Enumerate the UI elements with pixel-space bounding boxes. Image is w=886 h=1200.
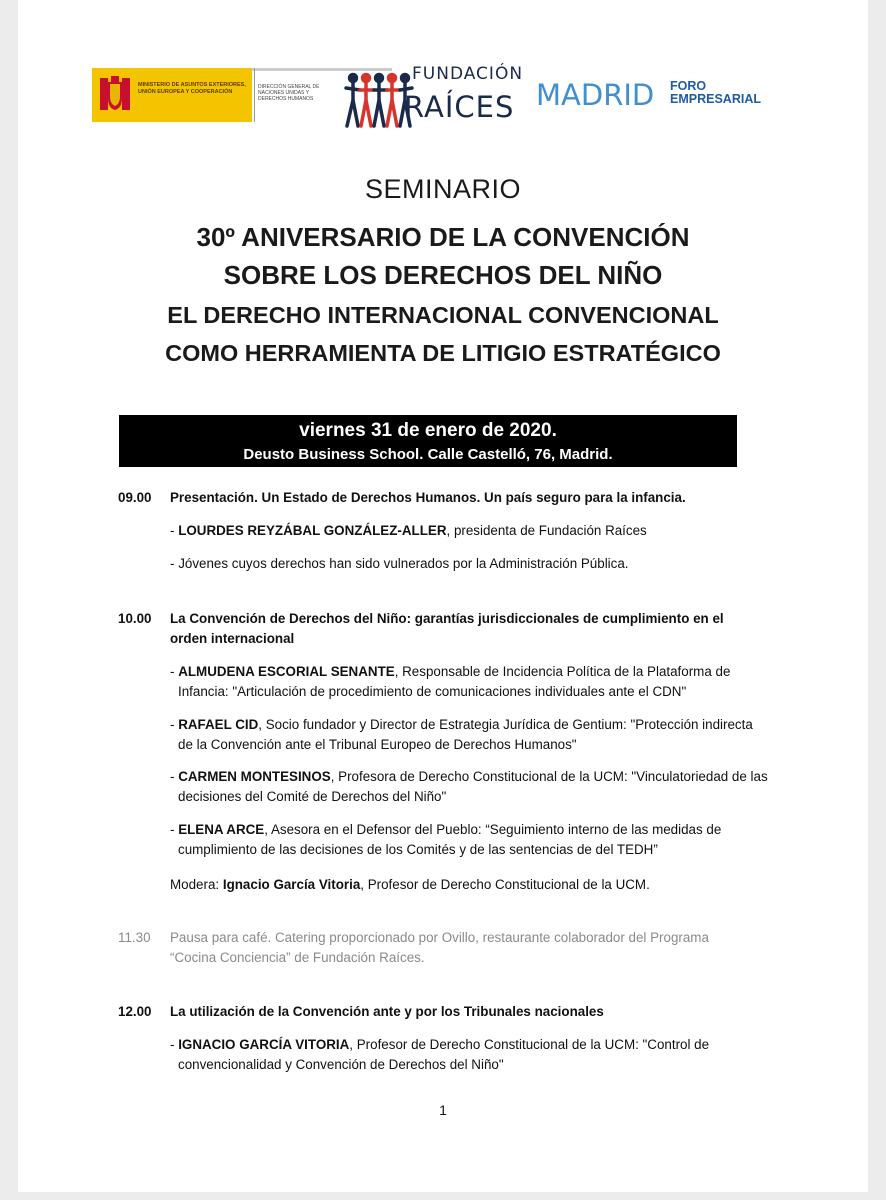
session-time: 12.00 [118, 1004, 152, 1019]
bullet-dash: - [170, 717, 179, 732]
title-line-2: SOBRE LOS DERECHOS DEL NIÑO [223, 260, 663, 290]
foro-label: FORO [670, 79, 707, 93]
speaker-text [170, 662, 770, 702]
moderator-entry [170, 875, 770, 895]
event-venue: Deusto Business School. Calle Castelló, 76, Madrid. [243, 446, 613, 463]
bullet-dash: - [170, 822, 179, 837]
speaker-name: IGNACIO GARCÍA VITORIA [178, 1037, 350, 1052]
empresarial-label: EMPRESARIAL [670, 92, 761, 106]
date-venue-banner [119, 415, 737, 467]
speaker-entry [170, 820, 770, 860]
ministry-name: MINISTERIO DE ASUNTOS EXTERIORES, UNIÓN EUROPEA Y COOPERACIÓN [138, 82, 246, 95]
session-title: Presentación. Un Estado de Derechos Humanos. Un país seguro para la infancia. [170, 490, 686, 505]
speaker-role: , Asesora en el Defensor del Pueblo: “Seguimiento interno de las medidas de cumplimiento de las decisiones de los Comités y de las sentencias de del TEDH” [178, 822, 722, 857]
ministry-logo [92, 68, 322, 122]
subtitle-line-1: EL DERECHO INTERNACIONAL CONVENCIONAL [167, 302, 719, 328]
speaker-entry [170, 767, 770, 807]
foro-empresarial-wordmark [670, 80, 761, 106]
speaker-name: RAFAEL CID [178, 717, 259, 732]
speaker-text [170, 1035, 770, 1075]
event-date: viernes 31 de enero de 2020. [299, 420, 557, 441]
speaker-text [170, 767, 770, 807]
bullet-dash: - [170, 556, 179, 571]
bullet-dash: - [170, 769, 179, 784]
speaker-role: , Profesora de Derecho Constitucional de la UCM: "Vinculatoriedad de las decisiones del Comité de Derechos del Niño" [178, 769, 768, 804]
title-line-1: 30º ANIVERSARIO DE LA CONVENCIÓN [196, 222, 690, 252]
speaker-role: , Responsable de Incidencia Política de la Plataforma de Infancia: "Articulación de procedimiento de comunicaciones individuales ante el CDN" [178, 664, 731, 699]
speaker-name: LOURDES REYZÁBAL GONZÁLEZ-ALLER [178, 523, 447, 538]
session-title: La utilización de la Convención ante y por los Tribunales nacionales [170, 1004, 604, 1019]
session-time: 11.30 [118, 930, 151, 945]
subtitle-line-2: COMO HERRAMIENTA DE LITIGIO ESTRATÉGICO [165, 340, 721, 366]
seminar-label: SEMINARIO [364, 174, 522, 204]
speaker-role: , presidenta de Fundación Raíces [446, 523, 647, 538]
speaker-name: ELENA ARCE [178, 822, 265, 837]
madrid-wordmark: MADRID [536, 78, 655, 112]
speaker-name: ALMUDENA ESCORIAL SENANTE [178, 664, 395, 679]
speaker-entry [170, 715, 770, 755]
ministry-department: DIRECCIÓN GENERAL DE NACIONES UNIDAS Y DERECHOS HUMANOS [258, 84, 320, 102]
raices-wordmark: RAÍCES [404, 90, 515, 124]
session-time: 10.00 [118, 611, 152, 626]
speaker-entry [170, 1035, 770, 1075]
session-time: 09.00 [118, 490, 152, 505]
coffee-break-text: Pausa para café. Catering proporcionado por Ovillo, restaurante colaborador del Programa “Cocina Conciencia” de Fundación Raíces. [170, 930, 709, 965]
speaker-text [170, 554, 770, 574]
speaker-role: , Socio fundador y Director de Estrategia Jurídica de Gentium: "Protección indirecta de la Convención ante el Tribunal Europeo de Derechos Humanos" [178, 717, 753, 752]
speaker-entry [170, 521, 770, 541]
title-block [18, 174, 868, 372]
moderator-label: Modera: [170, 877, 223, 892]
speaker-text [170, 521, 770, 541]
fundacion-wordmark: FUNDACIÓN [412, 64, 524, 84]
bullet-dash: - [170, 1037, 179, 1052]
moderator-name: Ignacio García Vitoria [222, 877, 361, 892]
moderator-role: , Profesor de Derecho Constitucional de la UCM. [360, 877, 650, 892]
coat-of-arms-icon [96, 74, 134, 116]
document-page [18, 0, 868, 1192]
speaker-text [170, 715, 770, 755]
ministry-divider [254, 68, 255, 122]
bullet-dash: - [170, 523, 179, 538]
fundacion-raices-logo [344, 64, 524, 134]
speaker-entry [170, 662, 770, 702]
logo-bar [18, 62, 868, 142]
speaker-role: , Profesor de Derecho Constitucional de la UCM: "Control de convencionalidad y Convención de Derechos del Niño" [178, 1037, 710, 1072]
speaker-text [170, 820, 770, 860]
speaker-role: Jóvenes cuyos derechos han sido vulnerados por la Administración Pública. [178, 556, 629, 571]
speaker-name: CARMEN MONTESINOS [178, 769, 331, 784]
madrid-foro-empresarial-logo [536, 78, 776, 114]
speaker-entry [170, 554, 770, 574]
session-title: La Convención de Derechos del Niño: garantías jurisdiccionales de cumplimiento en el orden internacional [170, 611, 724, 646]
bullet-dash: - [170, 664, 179, 679]
page-number: 1 [439, 1102, 447, 1118]
